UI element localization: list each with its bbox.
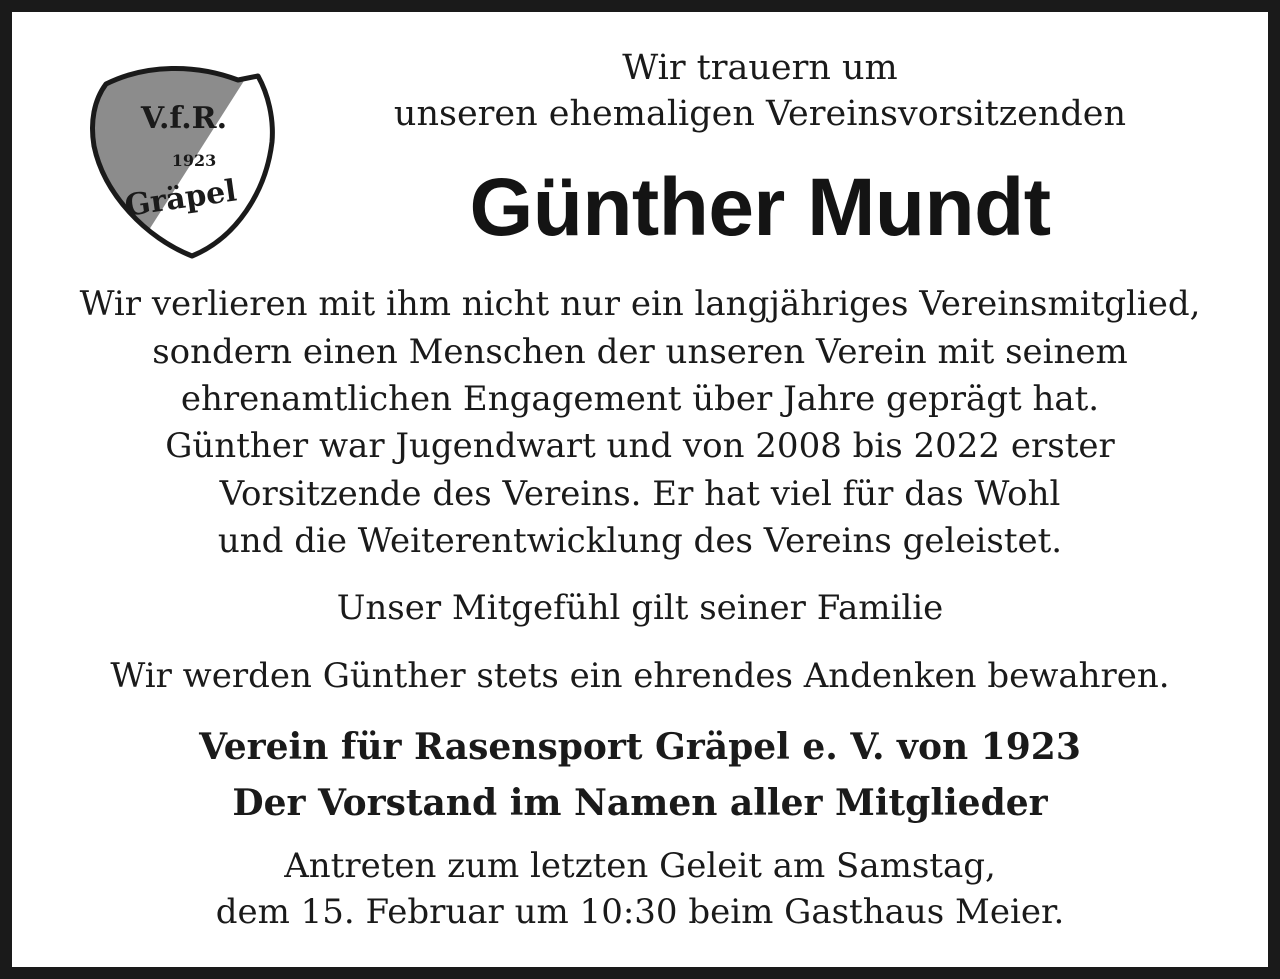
sympathy-text: Unser Mitgefühl gilt seiner Familie: [336, 588, 944, 628]
deceased-name: Günther Mundt: [469, 162, 1051, 253]
body-text-line: Wir verlieren mit ihm nicht nur ein langjähriges Vereinsmitglied,: [79, 284, 1201, 324]
crest-town-text: Gräpel: [122, 173, 239, 224]
intro-line-2: unseren ehemaligen Vereinsvorsitzenden: [393, 94, 1127, 134]
crest-year-text: 1923: [171, 151, 217, 170]
club-name-signature: Verein für Rasensport Gräpel e. V. von 1923: [199, 726, 1081, 768]
body-text-line: und die Weiterentwicklung des Vereins geleistet.: [217, 521, 1063, 561]
body-text-line: ehrenamtlichen Engagement über Jahre geprägt hat.: [180, 379, 1100, 419]
memory-text: Wir werden Günther stets ein ehrendes Andenken bewahren.: [110, 656, 1170, 696]
body-text-line: Vorsitzende des Vereins. Er hat viel für das Wohl: [219, 474, 1061, 514]
body-text-line: sondern einen Menschen der unseren Verein mit seinem: [152, 332, 1128, 372]
crest-abbrev-text: V.f.R.: [140, 101, 228, 136]
funeral-notice-line-1: Antreten zum letzten Geleit am Samstag,: [284, 846, 996, 886]
body-text-line: Günther war Jugendwart und von 2008 bis 2022 erster: [165, 426, 1115, 466]
board-signature: Der Vorstand im Namen aller Mitglieder: [232, 782, 1048, 824]
funeral-notice-line-2: dem 15. Februar um 10:30 beim Gasthaus Meier.: [215, 892, 1065, 932]
intro-line-1: Wir trauern um: [622, 48, 898, 88]
